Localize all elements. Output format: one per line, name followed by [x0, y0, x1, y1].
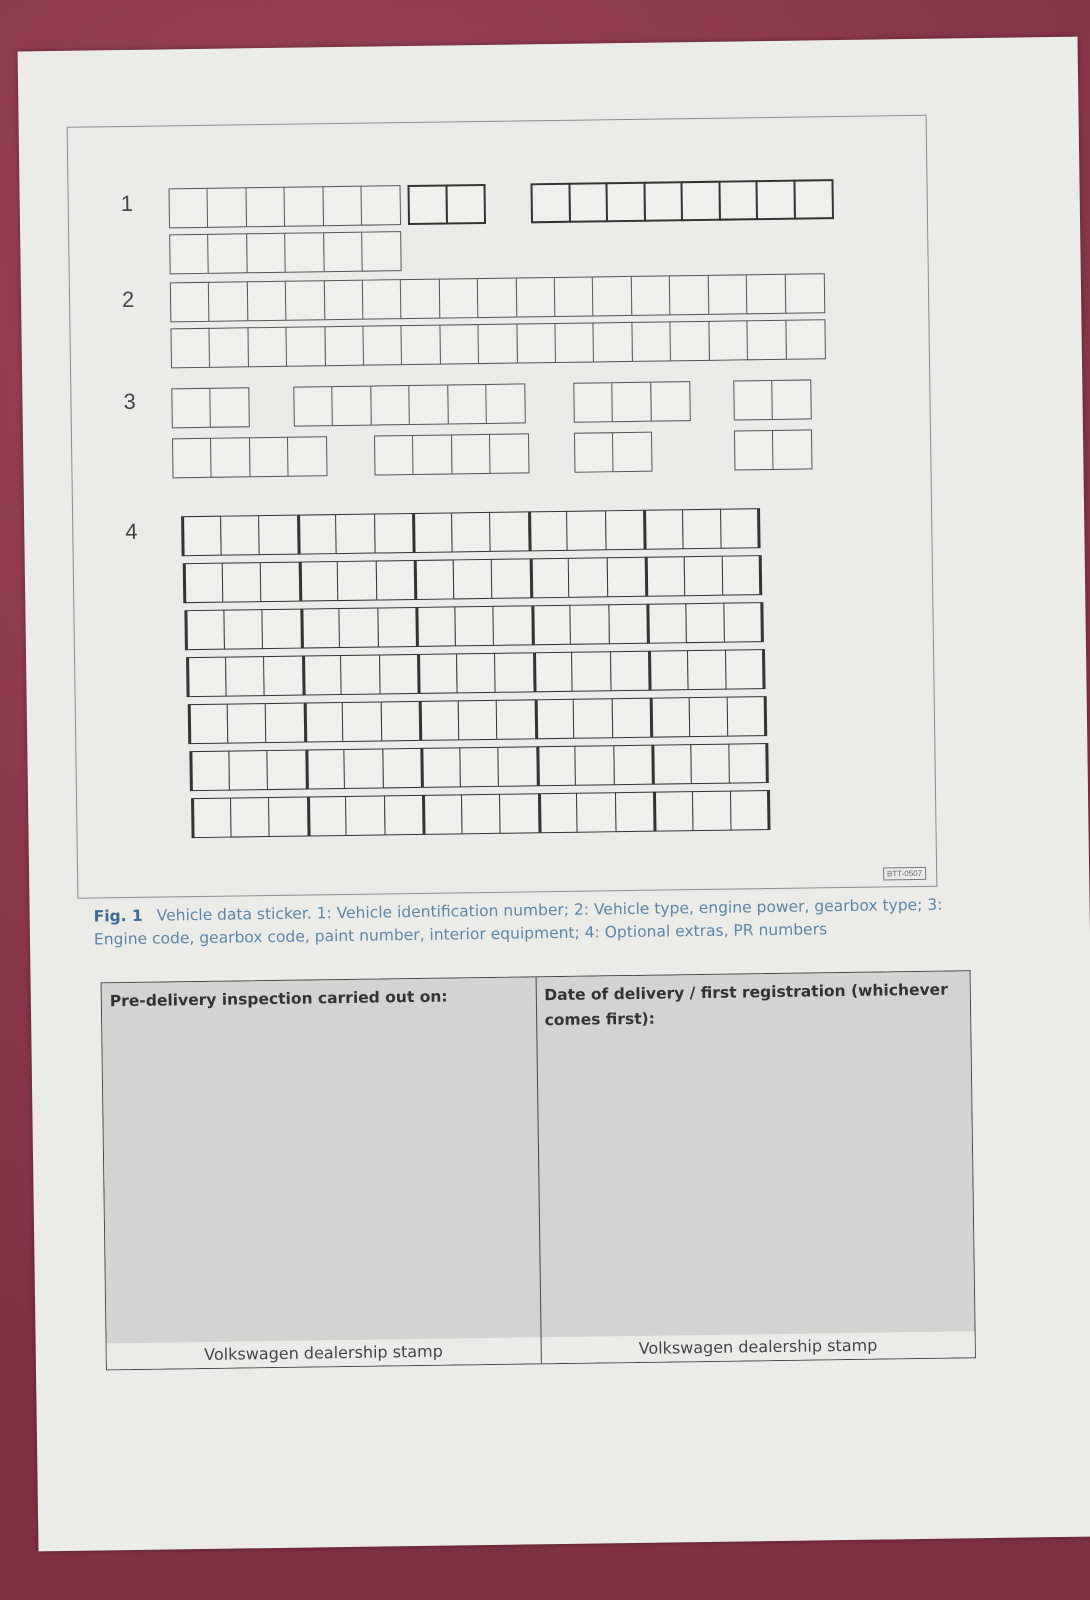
- pr-number-box: [605, 510, 646, 551]
- pr-number-box: [452, 559, 493, 600]
- pr-number-box: [305, 749, 346, 790]
- character-box: [370, 385, 411, 426]
- character-box: [568, 182, 609, 223]
- character-box: [631, 321, 672, 362]
- character-box: [574, 432, 615, 473]
- pr-number-box: [343, 748, 384, 789]
- pr-number-box: [412, 512, 453, 553]
- character-box: [322, 186, 363, 227]
- engine-code-boxes-c: [172, 436, 328, 478]
- character-box: [669, 275, 710, 316]
- pr-number-box: [691, 791, 732, 832]
- pr-number-box: [722, 555, 763, 596]
- row-label-4: 4: [125, 518, 138, 545]
- delivery-date-cell: [535, 971, 975, 1363]
- dealership-stamp-table: [101, 970, 976, 1370]
- vin-box-group-a: [169, 185, 402, 228]
- document-page: [18, 37, 1090, 1552]
- pr-number-box: [574, 745, 615, 786]
- pr-number-box: [723, 602, 764, 643]
- pr-number-box: [492, 605, 533, 646]
- pr-number-box: [382, 748, 423, 789]
- row-label-3: 3: [123, 388, 136, 415]
- character-box: [631, 275, 672, 316]
- pr-number-box: [688, 697, 729, 738]
- pr-number-box: [650, 697, 691, 738]
- character-box: [210, 437, 251, 478]
- character-box: [793, 179, 834, 220]
- character-box: [733, 380, 774, 421]
- pr-number-box: [345, 795, 386, 836]
- figure-label: Fig. 1: [93, 906, 143, 926]
- character-box: [172, 438, 213, 479]
- row-label-1: 1: [120, 190, 134, 217]
- pr-number-box: [531, 605, 572, 646]
- character-box: [612, 382, 653, 423]
- figure-caption: [94, 894, 945, 952]
- character-box: [208, 233, 249, 274]
- character-box: [734, 430, 775, 471]
- character-box: [772, 379, 813, 420]
- pr-number-row: [183, 555, 763, 603]
- pr-number-box: [533, 652, 574, 693]
- character-box: [323, 232, 364, 273]
- pr-number-box: [302, 655, 343, 696]
- pr-number-box: [730, 790, 771, 831]
- pr-number-box: [606, 557, 647, 598]
- pr-numbers-grid: [68, 116, 926, 128]
- character-box: [708, 320, 749, 361]
- gearbox-code-boxes: [374, 433, 530, 475]
- character-box: [401, 325, 442, 366]
- pr-number-box: [415, 606, 456, 647]
- character-box: [439, 278, 480, 319]
- character-box: [284, 232, 325, 273]
- pr-number-row: [188, 696, 768, 744]
- pr-number-box: [727, 696, 768, 737]
- character-box: [477, 278, 518, 319]
- character-box: [755, 180, 796, 221]
- pr-number-box: [457, 700, 498, 741]
- character-box: [554, 276, 595, 317]
- pr-number-box: [188, 704, 229, 745]
- pr-number-box: [576, 792, 617, 833]
- pr-number-box: [683, 556, 724, 597]
- character-box: [245, 187, 286, 228]
- left-stamp-label: Volkswagen dealership stamp: [107, 1337, 541, 1369]
- pr-number-box: [536, 746, 577, 787]
- pr-number-box: [569, 604, 610, 645]
- character-box: [746, 320, 787, 361]
- character-box: [554, 322, 595, 363]
- pr-number-box: [181, 516, 222, 557]
- pr-number-box: [651, 744, 692, 785]
- pre-delivery-inspection-heading: Pre-delivery inspection carried out on:: [109, 987, 448, 1011]
- character-box: [362, 325, 403, 366]
- pr-number-box: [263, 656, 304, 697]
- pr-number-box: [608, 604, 649, 645]
- pr-number-box: [499, 793, 540, 834]
- pr-number-box: [335, 514, 376, 555]
- character-box: [247, 327, 288, 368]
- pr-number-box: [307, 796, 348, 837]
- character-box: [605, 182, 646, 223]
- character-box: [445, 184, 486, 225]
- pr-number-box: [184, 610, 225, 651]
- pr-number-row: [181, 508, 761, 556]
- pr-number-box: [266, 750, 307, 791]
- pr-number-box: [228, 750, 269, 791]
- character-box: [412, 434, 453, 475]
- pr-number-box: [573, 698, 614, 739]
- character-box: [374, 435, 415, 476]
- character-box: [573, 382, 614, 423]
- pr-number-box: [610, 651, 651, 692]
- pr-number-box: [377, 607, 418, 648]
- pr-number-box: [566, 510, 607, 551]
- character-box: [451, 434, 492, 475]
- pr-number-box: [682, 509, 723, 550]
- pr-number-box: [298, 561, 339, 602]
- pr-number-box: [417, 653, 458, 694]
- character-box: [784, 273, 825, 314]
- pr-number-box: [186, 657, 227, 698]
- character-box: [447, 384, 488, 425]
- character-box: [323, 280, 364, 321]
- pr-number-box: [189, 751, 230, 792]
- pr-number-box: [528, 511, 569, 552]
- engine-code-boxes-a: [171, 387, 250, 428]
- pr-number-box: [422, 794, 463, 835]
- character-box: [707, 274, 748, 315]
- row-label-2: 2: [121, 286, 135, 313]
- pr-number-box: [646, 603, 687, 644]
- character-box: [772, 429, 813, 470]
- character-box: [324, 326, 365, 367]
- pr-number-box: [690, 744, 731, 785]
- pr-number-box: [456, 653, 497, 694]
- vin-box-group-d: [169, 231, 402, 274]
- pr-number-box: [611, 698, 652, 739]
- pr-number-box: [380, 701, 421, 742]
- vehicle-type-boxes-1: [170, 273, 825, 322]
- figure-caption-text: Vehicle data sticker. 1: Vehicle identification number; 2: Vehicle type, engine power, gearbox type; 3: Engine code, gearbox code, paint number, interior equipment; 4: Optional extras, PR numbers: [93, 895, 943, 949]
- pr-number-box: [643, 509, 684, 550]
- character-box: [408, 384, 449, 425]
- pr-number-box: [221, 562, 262, 603]
- pr-number-box: [648, 650, 689, 691]
- character-box: [680, 181, 721, 222]
- pr-number-box: [728, 743, 769, 784]
- pr-number-box: [338, 607, 379, 648]
- pr-number-box: [454, 606, 495, 647]
- pr-number-box: [489, 511, 530, 552]
- figure-reference-tag: BTT-0507: [883, 867, 926, 881]
- pr-number-box: [420, 747, 461, 788]
- character-box: [361, 231, 402, 272]
- pr-number-box: [183, 563, 224, 604]
- character-box: [516, 323, 557, 364]
- pr-number-box: [687, 650, 728, 691]
- vin-box-group-b: [407, 184, 485, 225]
- character-box: [207, 187, 248, 228]
- character-box: [530, 183, 571, 224]
- pr-number-box: [340, 654, 381, 695]
- pr-number-box: [529, 558, 570, 599]
- pr-number-box: [303, 702, 344, 743]
- pr-number-box: [451, 512, 492, 553]
- character-box: [169, 188, 210, 229]
- character-box: [746, 274, 787, 315]
- character-box: [643, 181, 684, 222]
- pr-number-box: [537, 793, 578, 834]
- character-box: [170, 282, 211, 323]
- character-box: [400, 279, 441, 320]
- pr-number-box: [220, 515, 261, 556]
- pr-number-box: [685, 603, 726, 644]
- character-box: [593, 322, 634, 363]
- pr-number-box: [571, 651, 612, 692]
- pr-number-box: [261, 609, 302, 650]
- pr-number-box: [300, 608, 341, 649]
- character-box: [208, 281, 249, 322]
- pr-number-box: [496, 699, 537, 740]
- character-box: [209, 327, 250, 368]
- character-box: [210, 387, 251, 428]
- interior-code-boxes-b: [734, 429, 813, 470]
- pr-number-box: [337, 561, 378, 602]
- character-box: [170, 328, 211, 369]
- character-box: [169, 234, 210, 275]
- character-box: [439, 324, 480, 365]
- pr-number-box: [534, 699, 575, 740]
- interior-code-boxes-a: [733, 379, 812, 420]
- character-box: [485, 383, 526, 424]
- pr-number-box: [375, 560, 416, 601]
- paint-code-boxes-a: [573, 381, 690, 423]
- pr-number-box: [374, 513, 415, 554]
- engine-code-boxes-b: [293, 383, 526, 426]
- character-box: [407, 184, 448, 225]
- character-box: [286, 326, 327, 367]
- character-box: [670, 321, 711, 362]
- pr-number-box: [191, 798, 232, 839]
- character-box: [246, 233, 287, 274]
- pr-number-row: [191, 790, 771, 838]
- delivery-date-heading: Date of delivery / first registration (whichever comes first):: [544, 980, 948, 1030]
- character-box: [249, 437, 290, 478]
- pr-number-box: [230, 797, 271, 838]
- pr-number-box: [614, 792, 655, 833]
- pr-number-box: [268, 796, 309, 837]
- pr-number-box: [491, 558, 532, 599]
- pr-number-box: [720, 508, 761, 549]
- pr-number-box: [459, 747, 500, 788]
- pr-number-box: [645, 556, 686, 597]
- pr-number-box: [265, 703, 306, 744]
- pr-number-box: [384, 795, 425, 836]
- pr-number-box: [494, 652, 535, 693]
- character-box: [284, 186, 325, 227]
- vehicle-data-sticker: [67, 115, 938, 899]
- pr-number-box: [725, 649, 766, 690]
- character-box: [785, 319, 826, 360]
- right-stamp-label: Volkswagen dealership stamp: [541, 1331, 975, 1363]
- pr-number-box: [568, 557, 609, 598]
- pr-number-box: [226, 703, 267, 744]
- character-box: [362, 279, 403, 320]
- character-box: [612, 432, 653, 473]
- character-box: [592, 276, 633, 317]
- pr-number-box: [497, 746, 538, 787]
- character-box: [332, 386, 373, 427]
- pr-number-box: [414, 559, 455, 600]
- character-box: [515, 277, 556, 318]
- pr-number-box: [258, 515, 299, 556]
- character-box: [361, 185, 402, 226]
- character-box: [293, 386, 334, 427]
- pr-number-box: [419, 700, 460, 741]
- pr-number-row: [184, 602, 764, 650]
- pr-number-box: [342, 701, 383, 742]
- character-box: [650, 381, 691, 422]
- character-box: [247, 281, 288, 322]
- pr-number-box: [379, 654, 420, 695]
- pr-number-box: [653, 791, 694, 832]
- character-box: [489, 433, 530, 474]
- character-box: [285, 280, 326, 321]
- character-box: [171, 388, 212, 429]
- pre-delivery-inspection-cell: [102, 977, 541, 1369]
- paint-code-boxes-b: [574, 432, 653, 473]
- pr-number-row: [186, 649, 766, 697]
- vin-box-group-c: [530, 179, 833, 223]
- pr-number-box: [297, 514, 338, 555]
- pr-number-box: [223, 609, 264, 650]
- vehicle-type-boxes-2: [170, 319, 825, 368]
- character-box: [478, 324, 519, 365]
- pr-number-box: [613, 745, 654, 786]
- character-box: [718, 180, 759, 221]
- pr-number-box: [225, 656, 266, 697]
- pr-number-row: [189, 743, 769, 791]
- pr-number-box: [460, 794, 501, 835]
- pr-number-box: [260, 562, 301, 603]
- character-box: [287, 436, 328, 477]
